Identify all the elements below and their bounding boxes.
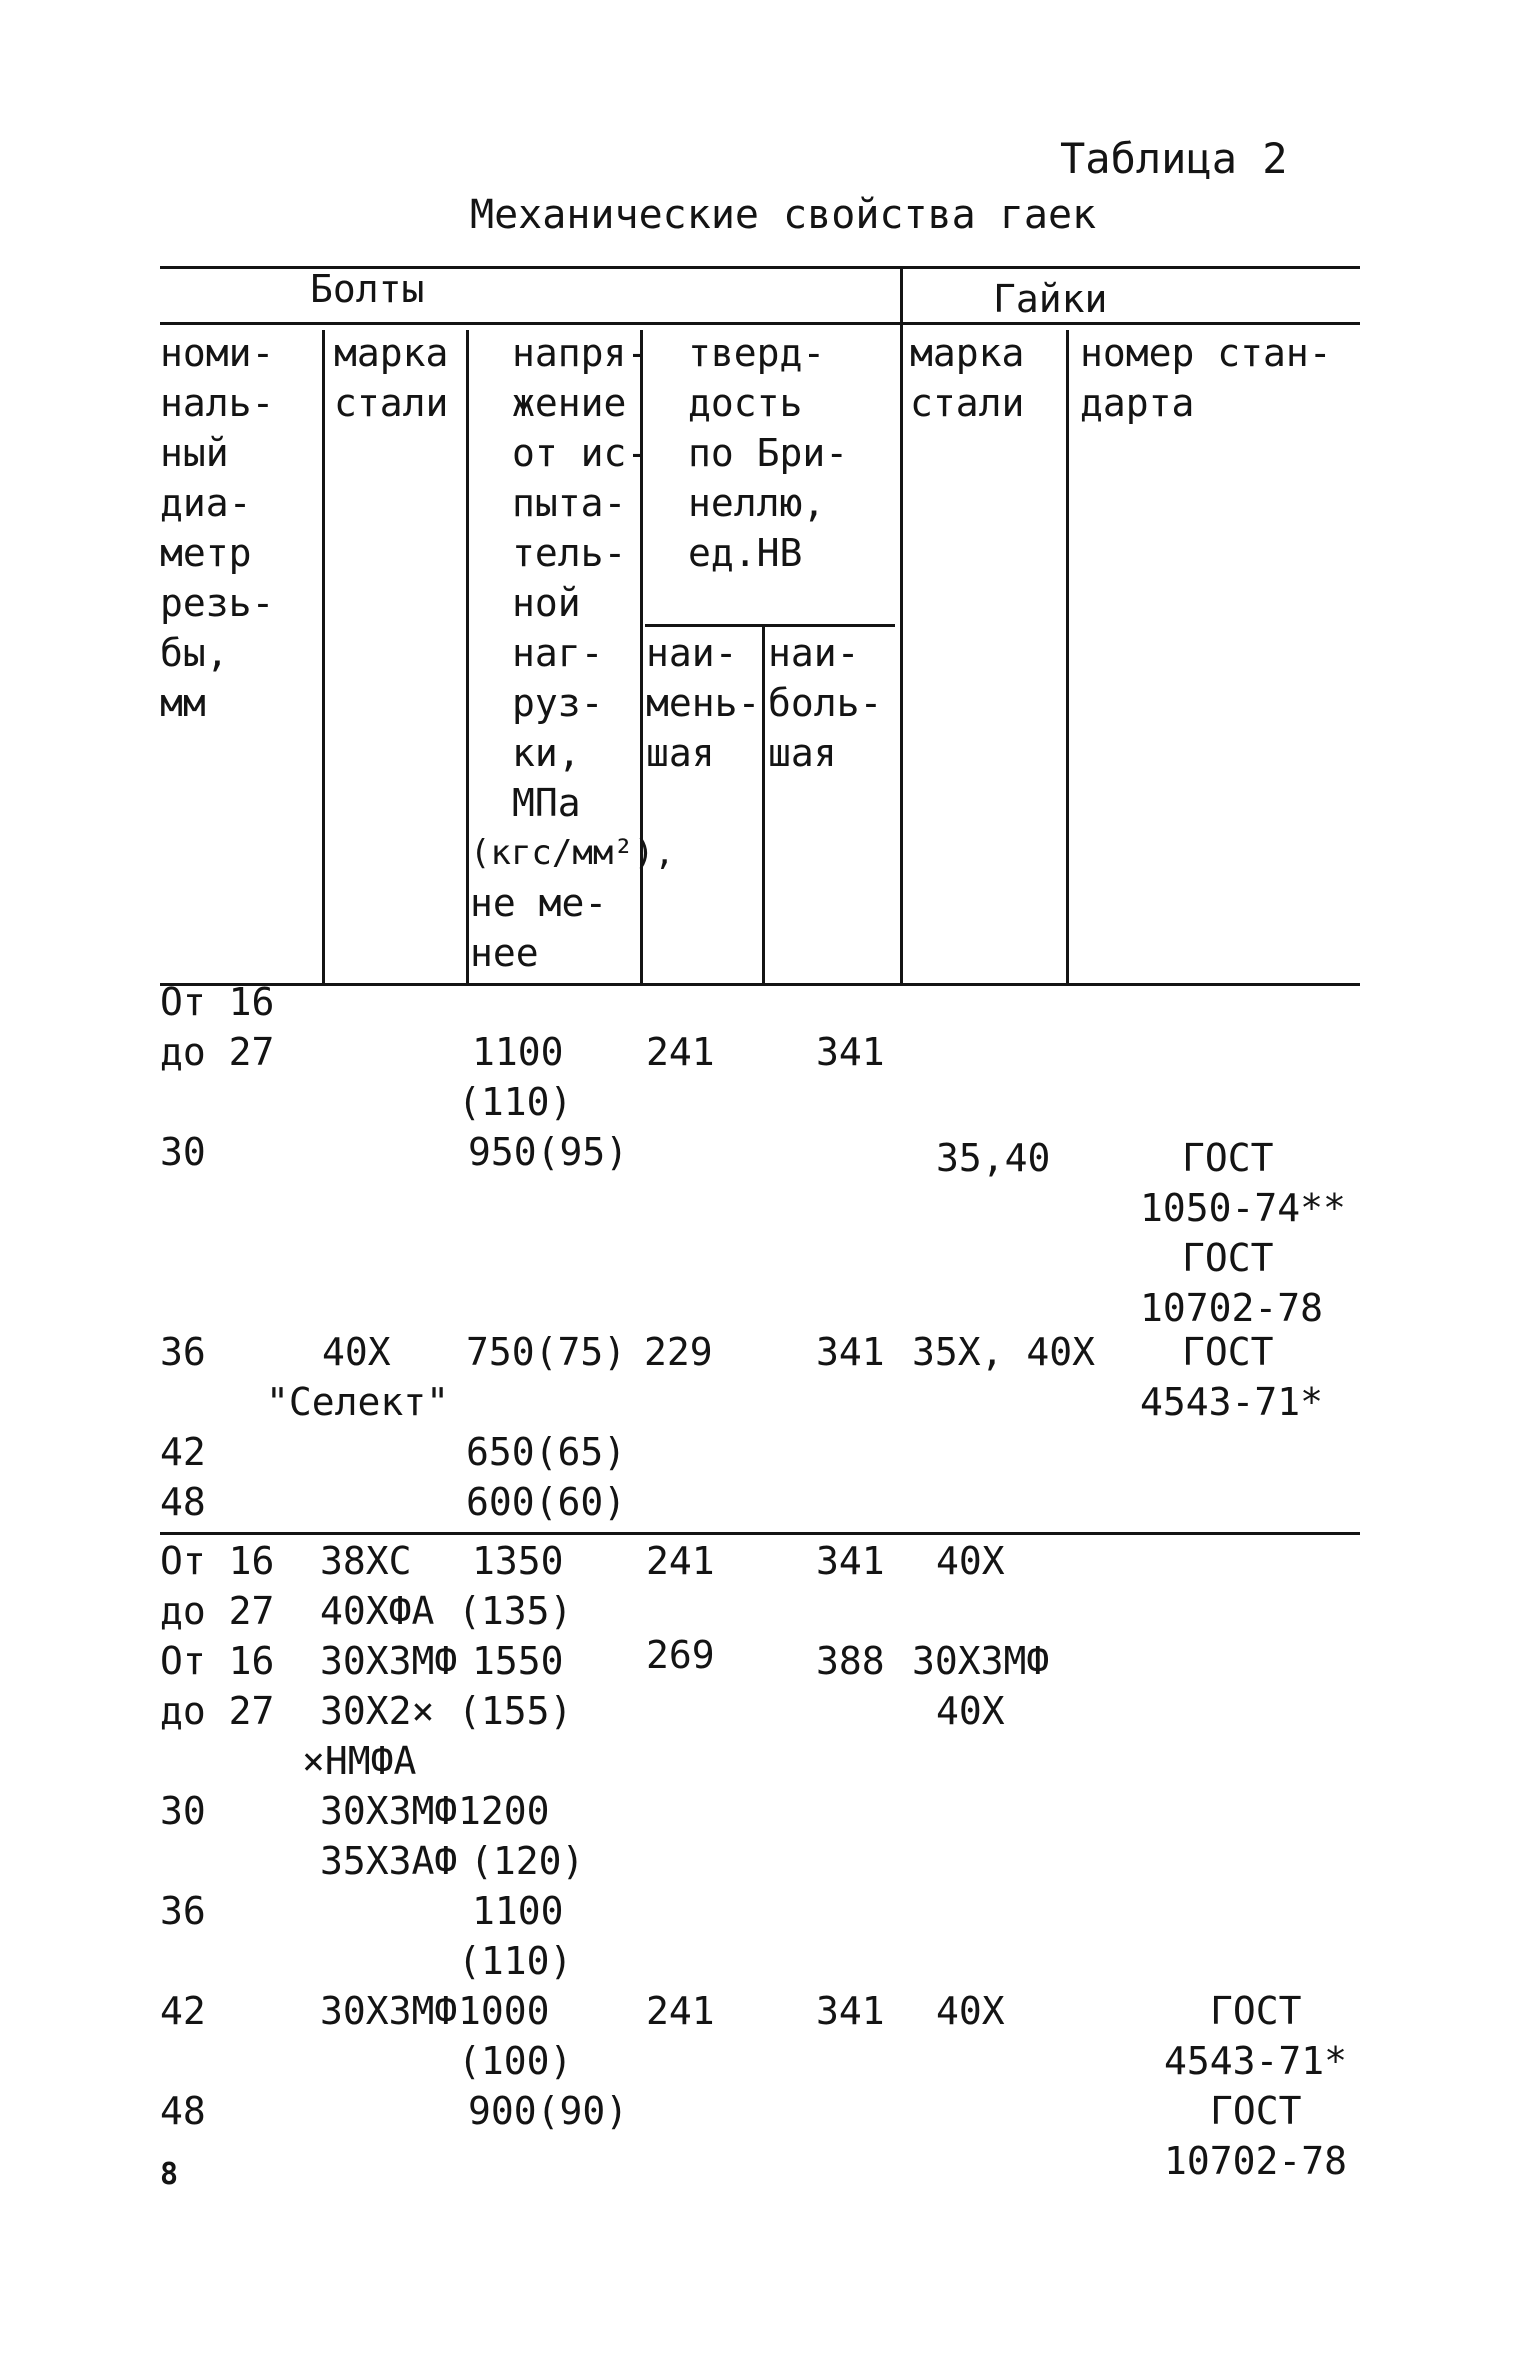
header-bolts: Болты bbox=[310, 267, 425, 311]
page-number: 8 bbox=[160, 2157, 179, 2192]
section-divider-rule bbox=[160, 1532, 1360, 1535]
table-title: Механические свойства гаек bbox=[470, 192, 1097, 238]
bolts-nuts-divider bbox=[900, 266, 903, 983]
col-divider-hardness bbox=[762, 624, 765, 983]
col-divider-diameter bbox=[322, 330, 325, 983]
table-number: Таблица 2 bbox=[1060, 134, 1288, 183]
col-divider-grade bbox=[466, 330, 469, 983]
col-divider-nut-grade bbox=[1066, 330, 1069, 983]
header-bottom-rule bbox=[160, 983, 1360, 986]
header-group-rule bbox=[160, 322, 1360, 325]
hardness-split-rule bbox=[645, 624, 895, 627]
header-nuts: Гайки bbox=[993, 277, 1108, 321]
